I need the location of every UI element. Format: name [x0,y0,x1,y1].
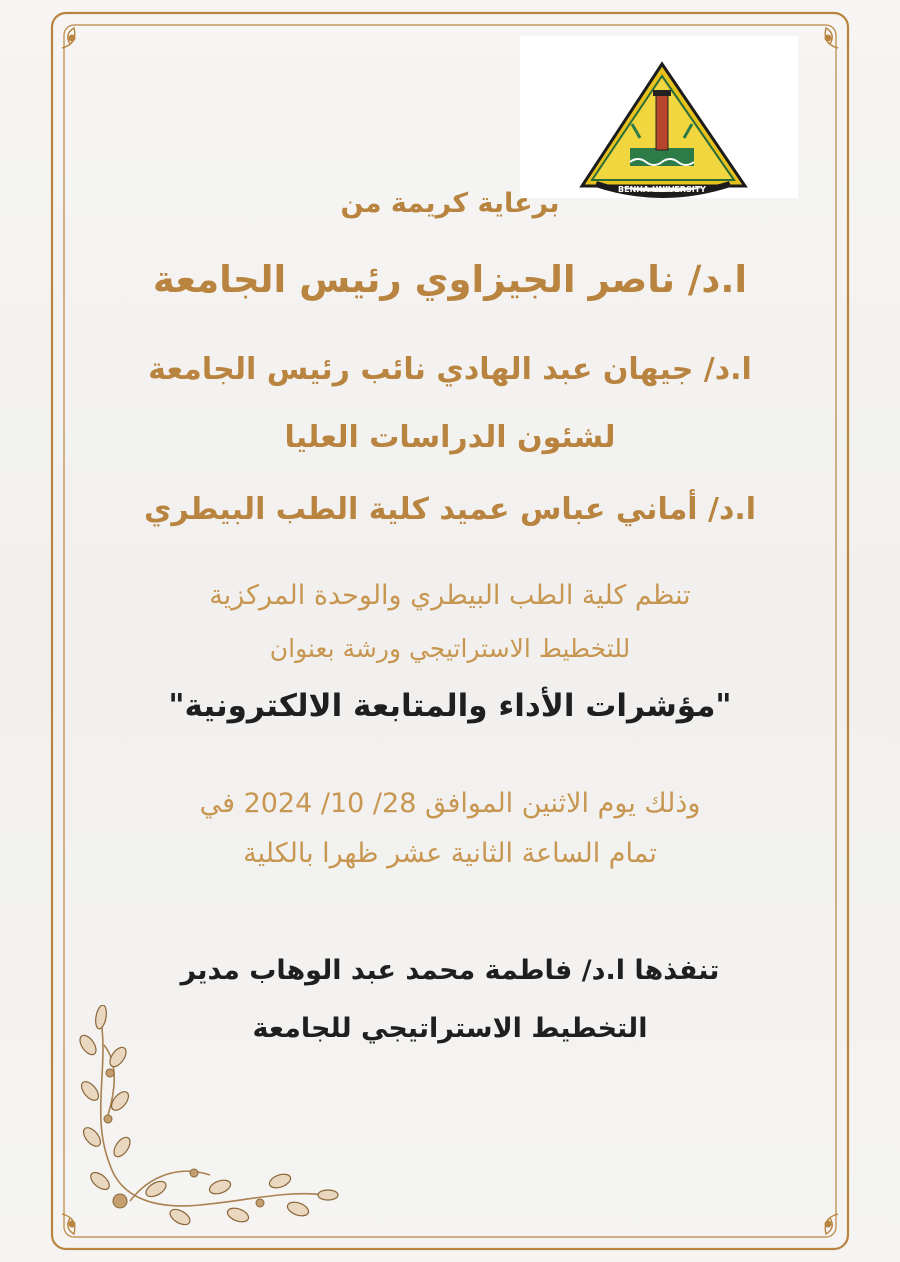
workshop-title: "مؤشرات الأداء والمتابعة الالكترونية" [168,688,732,724]
benha-university-logo-icon [520,36,798,198]
patronage-heading: برعاية كريمة من [340,188,560,219]
patron-line-dean: ا.د/ أماني عباس عميد كلية الطب البيطري [143,492,757,527]
patron-line-vice-president: ا.د/ جيهان عبد الهادي نائب رئيس الجامعة [148,352,752,387]
patron-line-president: ا.د/ ناصر الجيزاوي رئيس الجامعة [152,258,748,301]
schedule-time-line: تمام الساعة الثانية عشر ظهرا بالكلية [243,838,657,869]
patron-line-vice-president-portfolio: لشئون الدراسات العليا [284,420,616,455]
executor-line-2: التخطيط الاستراتيجي للجامعة [252,1013,648,1044]
logo-text: BENHA UNIVERSITY [618,185,706,194]
schedule-date-line: وذلك يوم الاثنين الموافق 28/ 10/ 2024 في [199,788,701,819]
organizer-line-2: للتخطيط الاستراتيجي ورشة بعنوان [269,634,631,663]
floral-ornament-icon [70,1005,340,1235]
logo-container [520,36,798,198]
executor-line-1: تنفذها ا.د/ فاطمة محمد عبد الوهاب مدير [180,955,720,986]
organizer-line-1: تنظم كلية الطب البيطري والوحدة المركزية [209,580,691,611]
